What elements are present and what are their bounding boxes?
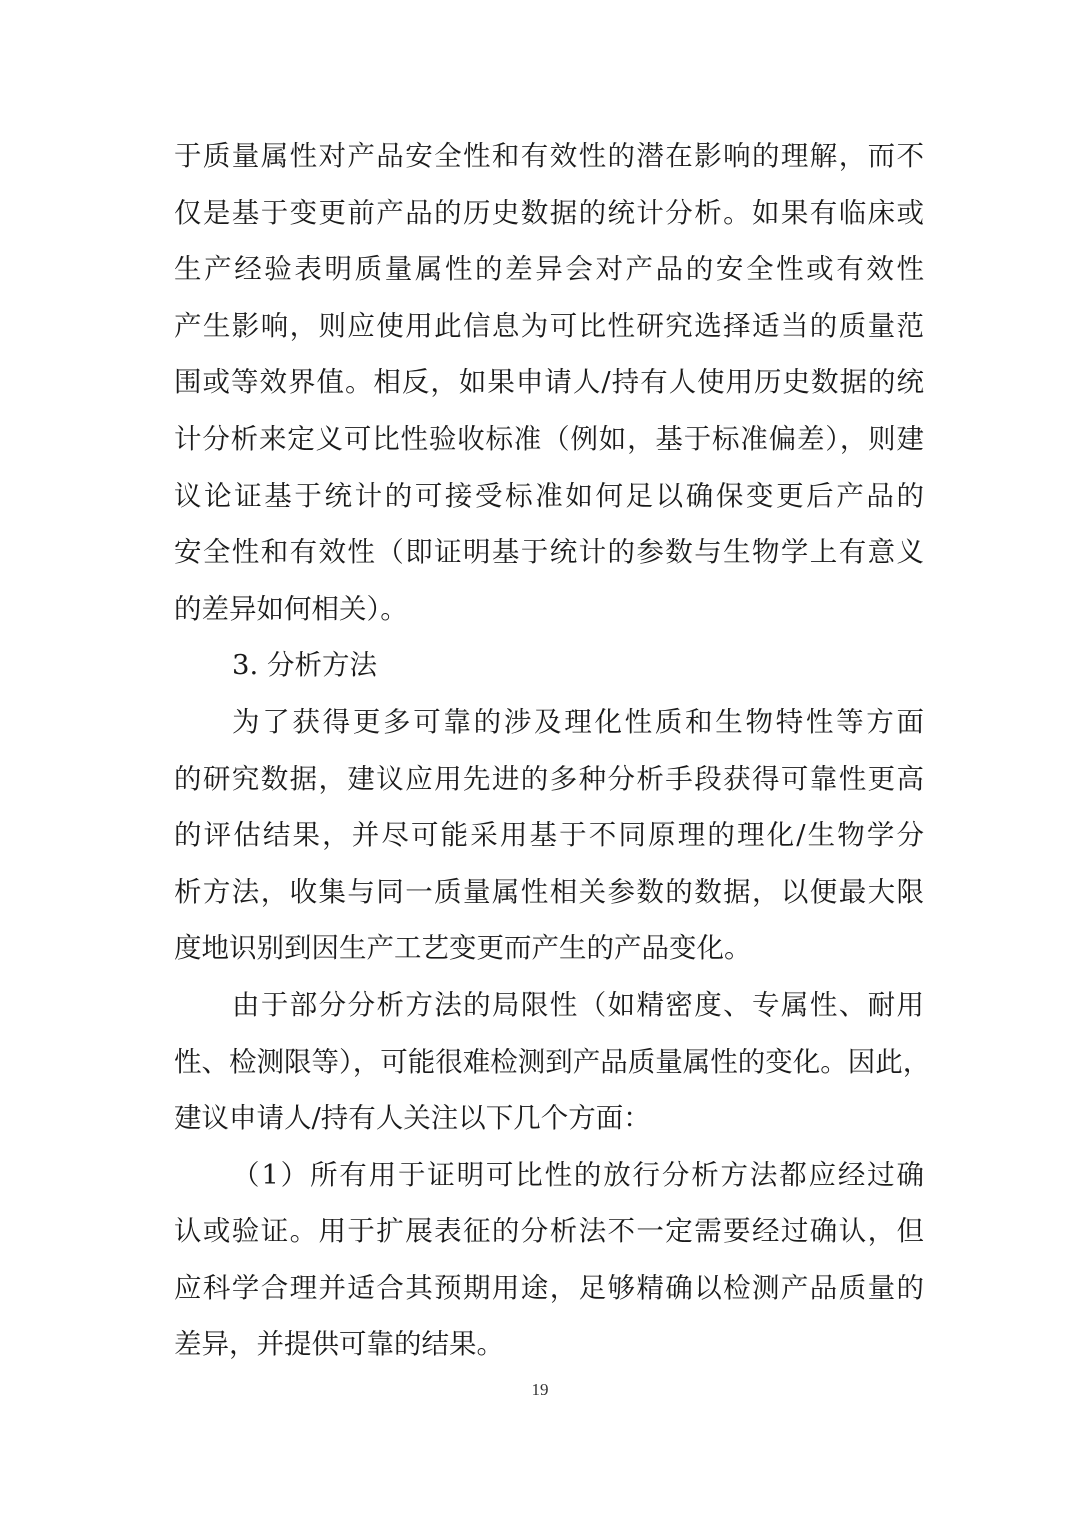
- text-line: 议论证基于统计的可接受标准如何足以确保变更后产品的: [174, 479, 924, 512]
- text-line: 计分析来定义可比性验收标准（例如，基于标准偏差），则建: [174, 422, 924, 455]
- text-line: 由于部分分析方法的局限性（如精密度、专属性、耐用: [232, 988, 924, 1021]
- text-line: 的差异如何相关）。: [174, 592, 408, 625]
- text-line: 产生影响，则应使用此信息为可比性研究选择适当的质量范: [174, 309, 924, 342]
- text-line: 的评估结果，并尽可能采用基于不同原理的理化/生物学分: [174, 819, 924, 852]
- text-line: 差异，并提供可靠的结果。: [174, 1328, 504, 1361]
- body-text: [174, 128, 931, 1373]
- text-line: 析方法，收集与同一质量属性相关参数的数据，以便最大限: [174, 875, 924, 908]
- text-line: 应科学合理并适合其预期用途，足够精确以检测产品质量的: [174, 1271, 924, 1304]
- section-heading: 3. 分析方法: [232, 649, 377, 682]
- text-line: 的研究数据，建议应用先进的多种分析手段获得可靠性更高: [174, 762, 924, 795]
- text-line: （1）所有用于证明可比性的放行分析方法都应经过确: [232, 1158, 924, 1191]
- text-line: 仅是基于变更前产品的历史数据的统计分析。如果有临床或: [174, 196, 924, 229]
- text-line: 为了获得更多可靠的涉及理化性质和生物特性等方面: [232, 705, 924, 738]
- text-line: 建议申请人/持有人关注以下几个方面：: [174, 1102, 651, 1135]
- text-line: 认或验证。用于扩展表征的分析法不一定需要经过确认，但: [174, 1215, 924, 1248]
- text-line: 围或等效界值。相反，如果申请人/持有人使用历史数据的统: [174, 366, 924, 399]
- text-line: 度地识别到因生产工艺变更而产生的产品变化。: [174, 932, 752, 965]
- text-line: 性、检测限等），可能很难检测到产品质量属性的变化。因此，: [174, 1045, 931, 1078]
- page-number: 19: [531, 1380, 549, 1399]
- text-line: 于质量属性对产品安全性和有效性的潜在影响的理解，而不: [174, 140, 924, 172]
- text-line: 生产经验表明质量属性的差异会对产品的安全性或有效性: [174, 253, 924, 286]
- text-line: 安全性和有效性（即证明基于统计的参数与生物学上有意义: [174, 536, 924, 569]
